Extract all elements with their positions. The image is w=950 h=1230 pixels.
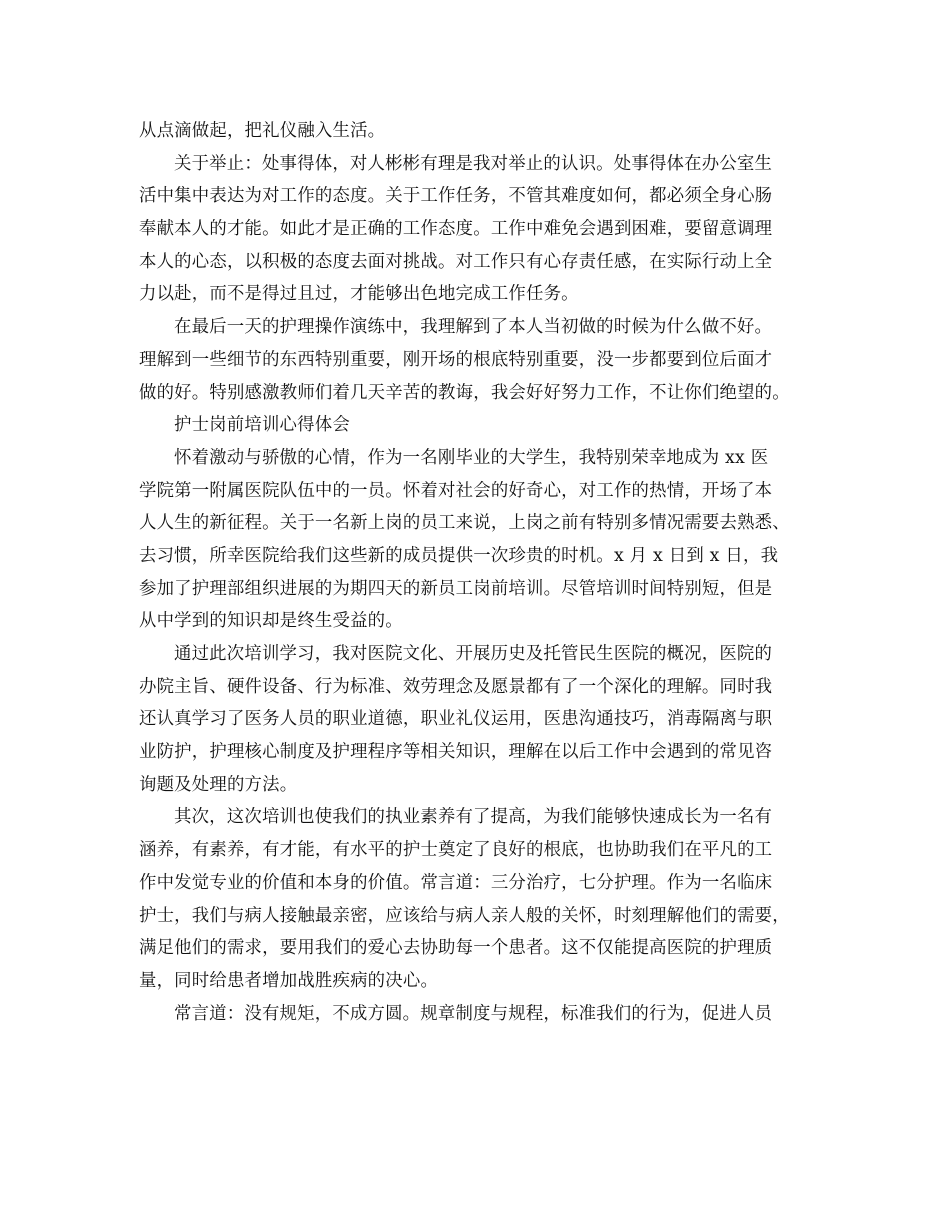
text-line: 作中发觉专业的价值和本身的价值。常言道：三分治疗，七分护理。作为一名临床 <box>139 872 773 893</box>
text-line: 本人的心态，以积极的态度去面对挑战。对工作只有心存责任感，在实际行动上全 <box>139 251 773 272</box>
text-line: 询题及处理的方法。 <box>139 774 298 795</box>
text-line: 活中集中表达为对工作的态度。关于工作任务，不管其难度如何，都必须全身心肠 <box>139 186 773 207</box>
text-line: 理解到一些细节的东西特别重要，刚开场的根底特别重要，没一步都要到位后面才 <box>139 349 773 370</box>
text-line: 去习惯，所幸医院给我们这些新的成员提供一次珍贵的时机。x 月 x 日到 x 日，我 <box>139 545 779 566</box>
text-line: 护士，我们与病人接触最亲密，应该给与病人亲人般的关怀，时刻理解他们的需要， <box>139 905 790 926</box>
text-line: 办院主旨、硬件设备、行为标准、效劳理念及愿景都有了一个深化的理解。同时我 <box>139 676 773 697</box>
text-line: 从中学到的知识却是终生受益的。 <box>139 611 403 632</box>
paragraph-first-line: 关于举止：处事得体，对人彬彬有理是我对举止的认识。处事得体在办公室生 <box>174 153 773 174</box>
text-line: 涵养，有素养，有才能，有水平的护士奠定了良好的根底，也协助我们在平凡的工 <box>139 840 773 861</box>
text-line: 满足他们的需求，要用我们的爱心去协助每一个患者。这不仅能提高医院的护理质 <box>139 938 773 959</box>
text-line: 还认真学习了医务人员的职业道德，职业礼仪运用，医患沟通技巧，消毒隔离与职 <box>139 709 773 730</box>
paragraph-first-line: 常言道：没有规矩，不成方圆。规章制度与规程，标准我们的行为，促进人员 <box>174 1003 773 1024</box>
paragraph-first-line: 怀着激动与骄傲的心情，作为一名刚毕业的大学生，我特别荣幸地成为 xx 医 <box>174 447 769 468</box>
text-line: 奉献本人的才能。如此才是正确的工作态度。工作中难免会遇到困难，要留意调理 <box>139 219 773 240</box>
text-line: 人人生的新征程。关于一名新上岗的员工来说，上岗之前有特别多情况需要去熟悉、 <box>139 513 790 534</box>
paragraph-first-line: 护士岗前培训心得体会 <box>174 415 350 436</box>
text-line: 量，同时给患者增加战胜疾病的决心。 <box>139 970 439 991</box>
text-line: 参加了护理部组织进展的为期四天的新员工岗前培训。尽管培训时间特别短，但是 <box>139 578 773 599</box>
text-line: 力以赴，而不是得过且过，才能够出色地完成工作任务。 <box>139 284 579 305</box>
paragraph-first-line: 在最后一天的护理操作演练中，我理解到了本人当初做的时候为什么做不好。 <box>174 317 773 338</box>
text-line: 做的好。特别感激教师们着几天辛苦的教诲，我会好好努力工作，不让你们绝望的。 <box>139 382 790 403</box>
paragraph-first-line: 其次，这次培训也使我们的执业素养有了提高，为我们能够快速成长为一名有 <box>174 807 773 828</box>
paragraph-first-line: 通过此次培训学习，我对医院文化、开展历史及托管民生医院的概况，医院的 <box>174 644 773 664</box>
text-line: 业防护，护理核心制度及护理程序等相关知识，理解在以后工作中会遇到的常见咨 <box>139 742 773 763</box>
document-page <box>139 115 829 1030</box>
text-line: 学院第一附属医院队伍中的一员。怀着对社会的好奇心，对工作的热情，开场了本 <box>139 480 773 501</box>
text-line: 从点滴做起，把礼仪融入生活。 <box>139 121 386 141</box>
